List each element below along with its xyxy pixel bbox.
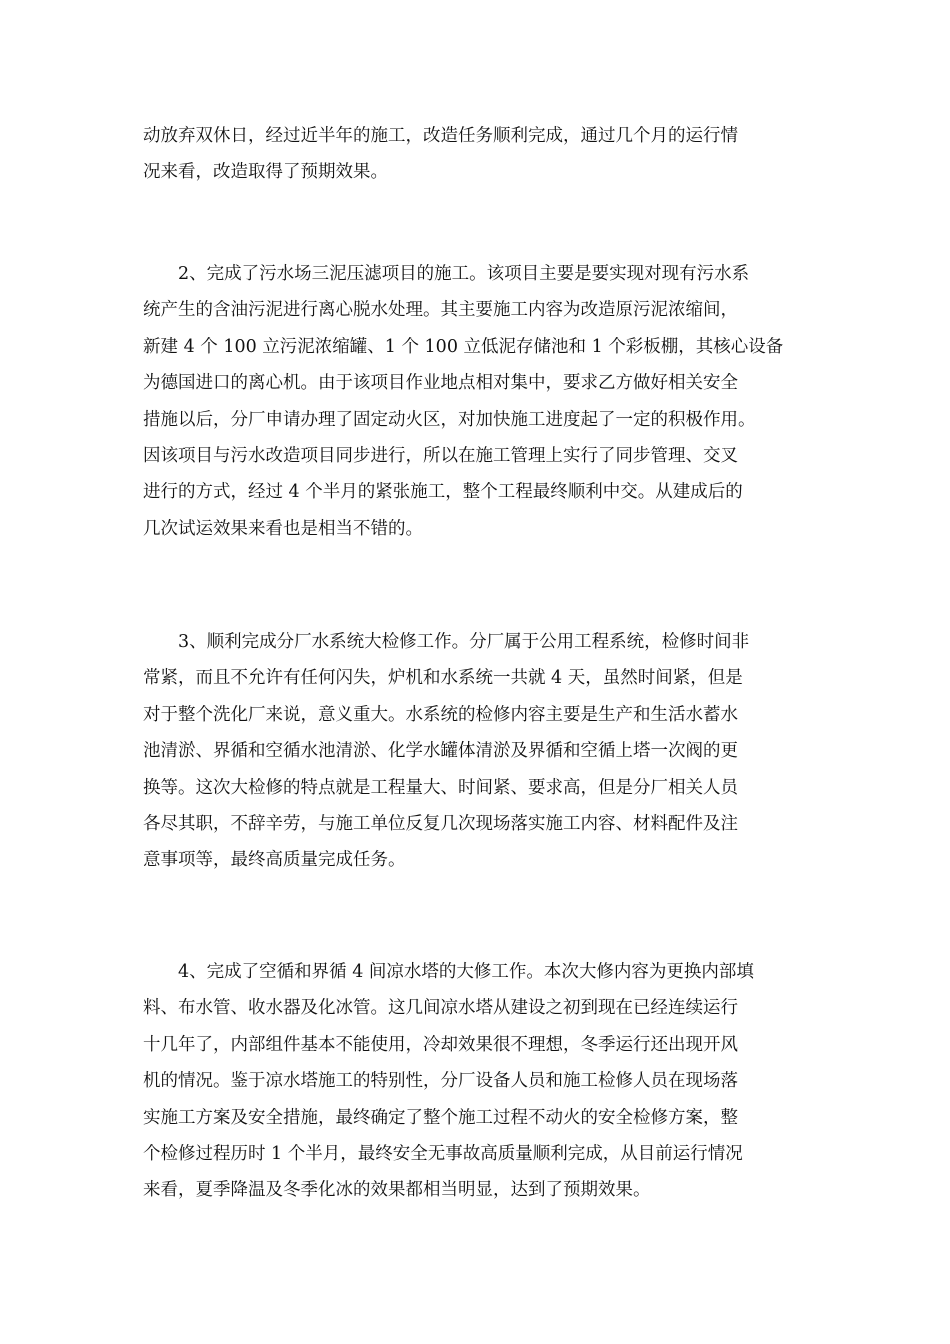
text-line: 况来看，改造取得了预期效果。 (143, 162, 388, 183)
text-line: 新建 4 个 100 立污泥浓缩罐、1 个 100 立低泥存储池和 1 个彩板棚，其核心设备 (143, 336, 784, 357)
text-line: 进行的方式，经过 4 个半月的紧张施工，整个工程最终顺利中交。从建成后的 (143, 482, 743, 503)
text-line: 因该项目与污水改造项目同步进行，所以在施工管理上实行了同步管理、交叉 (143, 446, 738, 467)
text-line: 为德国进口的离心机。由于该项目作业地点相对集中，要求乙方做好相关安全 (143, 373, 738, 394)
paragraph-item-2 (143, 256, 813, 547)
text-line: 料、布水管、收水器及化冰管。这几间凉水塔从建设之初到现在已经连续运行 (143, 998, 738, 1019)
text-line: 来看，夏季降温及冬季化冰的效果都相当明显，达到了预期效果。 (143, 1180, 651, 1201)
text-line: 常紧，而且不允许有任何闪失，炉机和水系统一共就 4 天，虽然时间紧，但是 (143, 668, 743, 689)
text-line: 十几年了，内部组件基本不能使用，冷却效果很不理想，冬季运行还出现开风 (143, 1034, 738, 1055)
text-line: 个检修过程历时 1 个半月，最终安全无事故高质量顺利完成，从目前运行情况 (143, 1144, 743, 1165)
text-line: 对于整个洗化厂来说，意义重大。水系统的检修内容主要是生产和生活水蓄水 (143, 704, 738, 725)
text-line: 换等。这次大检修的特点就是工程量大、时间紧、要求高，但是分厂相关人员 (143, 777, 738, 798)
text-line: 4、完成了空循和界循 4 间凉水塔的大修工作。本次大修内容为更换内部填 (143, 962, 754, 982)
text-line: 动放弃双休日，经过近半年的施工，改造任务顺利完成，通过几个月的运行情 (143, 126, 738, 146)
text-line: 池清淤、界循和空循水池清淤、化学水罐体清淤及界循和空循上塔一次阀的更 (143, 741, 738, 762)
text-line: 各尽其职，不辞辛劳，与施工单位反复几次现场落实施工内容、材料配件及注 (143, 814, 738, 835)
text-line: 意事项等，最终高质量完成任务。 (143, 850, 406, 871)
text-line: 3、顺利完成分厂水系统大检修工作。分厂属于公用工程系统，检修时间非 (143, 632, 750, 652)
text-line: 统产生的含油污泥进行离心脱水处理。其主要施工内容为改造原污泥浓缩间， (143, 300, 738, 321)
paragraph-continuation (143, 118, 813, 191)
text-line: 机的情况。鉴于凉水塔施工的特别性，分厂设备人员和施工检修人员在现场落 (143, 1071, 738, 1092)
text-line: 2、完成了污水场三泥压滤项目的施工。该项目主要是要实现对现有污水系 (143, 264, 750, 284)
paragraph-item-4 (143, 954, 813, 1209)
paragraph-item-3 (143, 624, 813, 879)
text-line: 措施以后，分厂申请办理了固定动火区，对加快施工进度起了一定的积极作用。 (143, 409, 756, 430)
text-line: 几次试运效果来看也是相当不错的。 (143, 518, 423, 539)
text-line: 实施工方案及安全措施，最终确定了整个施工过程不动火的安全检修方案，整 (143, 1107, 738, 1128)
